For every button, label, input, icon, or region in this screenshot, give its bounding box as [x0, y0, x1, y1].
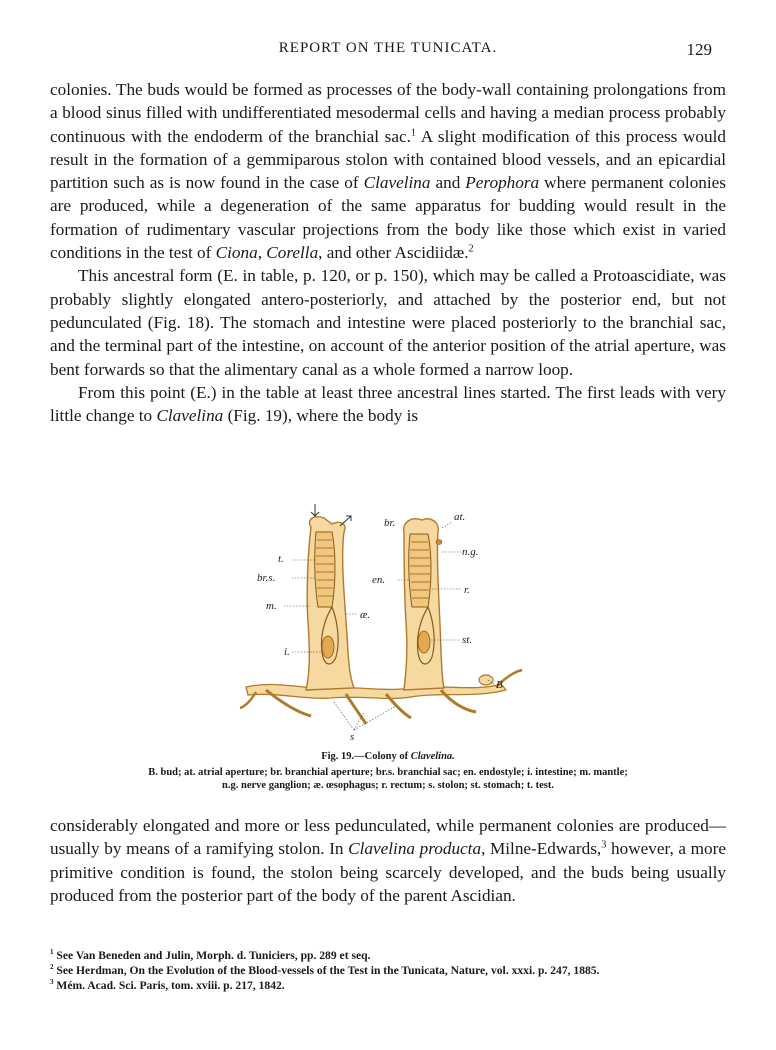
label-at: at. [454, 511, 466, 523]
species-clavelina: Clavelina [363, 173, 431, 193]
label-br: br. [384, 517, 396, 529]
footnote-mark: 2 [50, 963, 54, 972]
label-ae: æ. [360, 609, 371, 621]
text-run: colonies. The buds would be formed as processes of the body-wall containing prolongations from a blood sinus filled with undifferentiated mesodermal cells and having a median process probably continuous with the endoderm of the branchial sac. [50, 80, 726, 146]
label-s: s [350, 731, 355, 742]
paragraph-3 [50, 381, 726, 428]
footnote-2 [50, 963, 726, 978]
running-head [0, 40, 776, 62]
footnote-mark: 1 [50, 948, 54, 957]
species-perophora: Perophora [465, 173, 540, 193]
zooid-left-arrow-in [311, 504, 319, 516]
zooid-right-ganglion [436, 540, 442, 545]
zooid-left-stomach [322, 636, 334, 658]
label-en: en. [372, 574, 386, 586]
text-run: however, a more primitive condition is found, the stolon being scarcely developed, and the buds being usually produced from the posterior part of the body of the parent Ascidian. [50, 839, 726, 905]
text-run: considerably elongated and more or less pedunculated, while permanent colonies are produced—usually by means of a ramifying stolon. In [50, 816, 726, 859]
zooid-right-branchial-sac [409, 534, 431, 607]
footnote-ref-1[interactable]: 1 [410, 126, 417, 138]
text-run: and [430, 173, 466, 193]
label-ng: n.g. [462, 546, 479, 558]
label-i: i. [284, 646, 290, 658]
footnote-text: See Van Beneden and Julin, Morph. d. Tuniciers, pp. 289 et seq. [56, 949, 371, 962]
footnote-mark: 3 [50, 978, 54, 987]
text-run: where permanent colonies are produced, while a degeneration of the same apparatus for budding would result in the formation of rudimentary vascular projections from the body like those which exist in varied conditions in the test of [50, 173, 726, 263]
paragraph-2: This ancestral form (E. in table, p. 120, or p. 150), which may be called a Protoascidiate, was probably slightly elongated antero-posteriorly, and attached by the posterior end, but not pedunculated (Fig. 18). The stomach and intestine were placed posteriorly to the branchial sac, and the terminal part of the intestine, on account of the anterior position of the atrial aperture, was bent forwards so that the alimentary canal as a whole formed a narrow loop. [50, 266, 726, 379]
footnote-text: Mém. Acad. Sci. Paris, tom. xviii. p. 217, 1842. [56, 979, 285, 992]
text-run: , and other Ascidiidæ. [318, 243, 469, 263]
text-run: A slight modification of this process would result in the formation of a gemmiparous stolon with contained blood vessels, and an epicardial partition such as is now found in the case of [50, 126, 726, 193]
text-run: , [257, 243, 267, 263]
stolon-branch [346, 694, 366, 724]
footnote-ref-3[interactable]: 3 [601, 839, 607, 851]
paragraph-4 [50, 814, 726, 907]
figure-title-species: Clavelina. [410, 751, 455, 762]
label-st: st. [462, 634, 473, 646]
figure-caption [60, 750, 716, 792]
footnotes [50, 948, 726, 993]
paragraph-1 [50, 78, 726, 264]
label-b: B [496, 679, 503, 691]
zooid-left-arrow-out [340, 516, 351, 526]
text-run: , Milne-Edwards, [481, 839, 602, 859]
footnote-3 [50, 978, 726, 993]
figure-clavelina-colony [236, 502, 546, 742]
figure-legend-line-2: n.g. nerve ganglion; æ. œsophagus; r. rectum; s. stolon; st. stomach; t. test. [222, 780, 554, 791]
species-clavelina: Clavelina [156, 406, 224, 426]
stolon [246, 684, 506, 698]
body-text-lower [50, 814, 726, 907]
text-run: (Fig. 19), where the body is [223, 406, 419, 426]
species-clavelina-producta: Clavelina producta [348, 839, 482, 859]
figure-legend-line-1: B. bud; at. atrial aperture; br. branchial aperture; br.s. branchial sac; en. endostyle; i. intestine; m. mantle; [148, 767, 628, 778]
running-title: REPORT ON THE TUNICATA. [278, 40, 498, 56]
bud [479, 675, 493, 685]
label-brs: br.s. [257, 572, 276, 584]
label-m: m. [266, 600, 277, 612]
text-run: From this point (E.) in the table at least three ancestral lines started. The first leads with very little change to [50, 382, 726, 426]
page-number: 129 [686, 40, 712, 59]
label-r: r. [464, 584, 470, 596]
footnote-ref-2[interactable]: 2 [468, 243, 474, 255]
zooid-right-stomach [418, 631, 430, 653]
figure-title [60, 750, 716, 763]
label-t: t. [278, 553, 284, 565]
figure-title-prefix: Fig. 19.—Colony of [321, 751, 411, 762]
species-ciona: Ciona [215, 243, 258, 263]
species-corella: Corella [266, 243, 319, 263]
footnote-1 [50, 948, 726, 963]
footnote-text: See Herdman, On the Evolution of the Blood-vessels of the Test in the Tunicata, Nature, vol. xxxi. p. 247, 1885. [56, 964, 600, 977]
body-text-upper [50, 78, 726, 427]
